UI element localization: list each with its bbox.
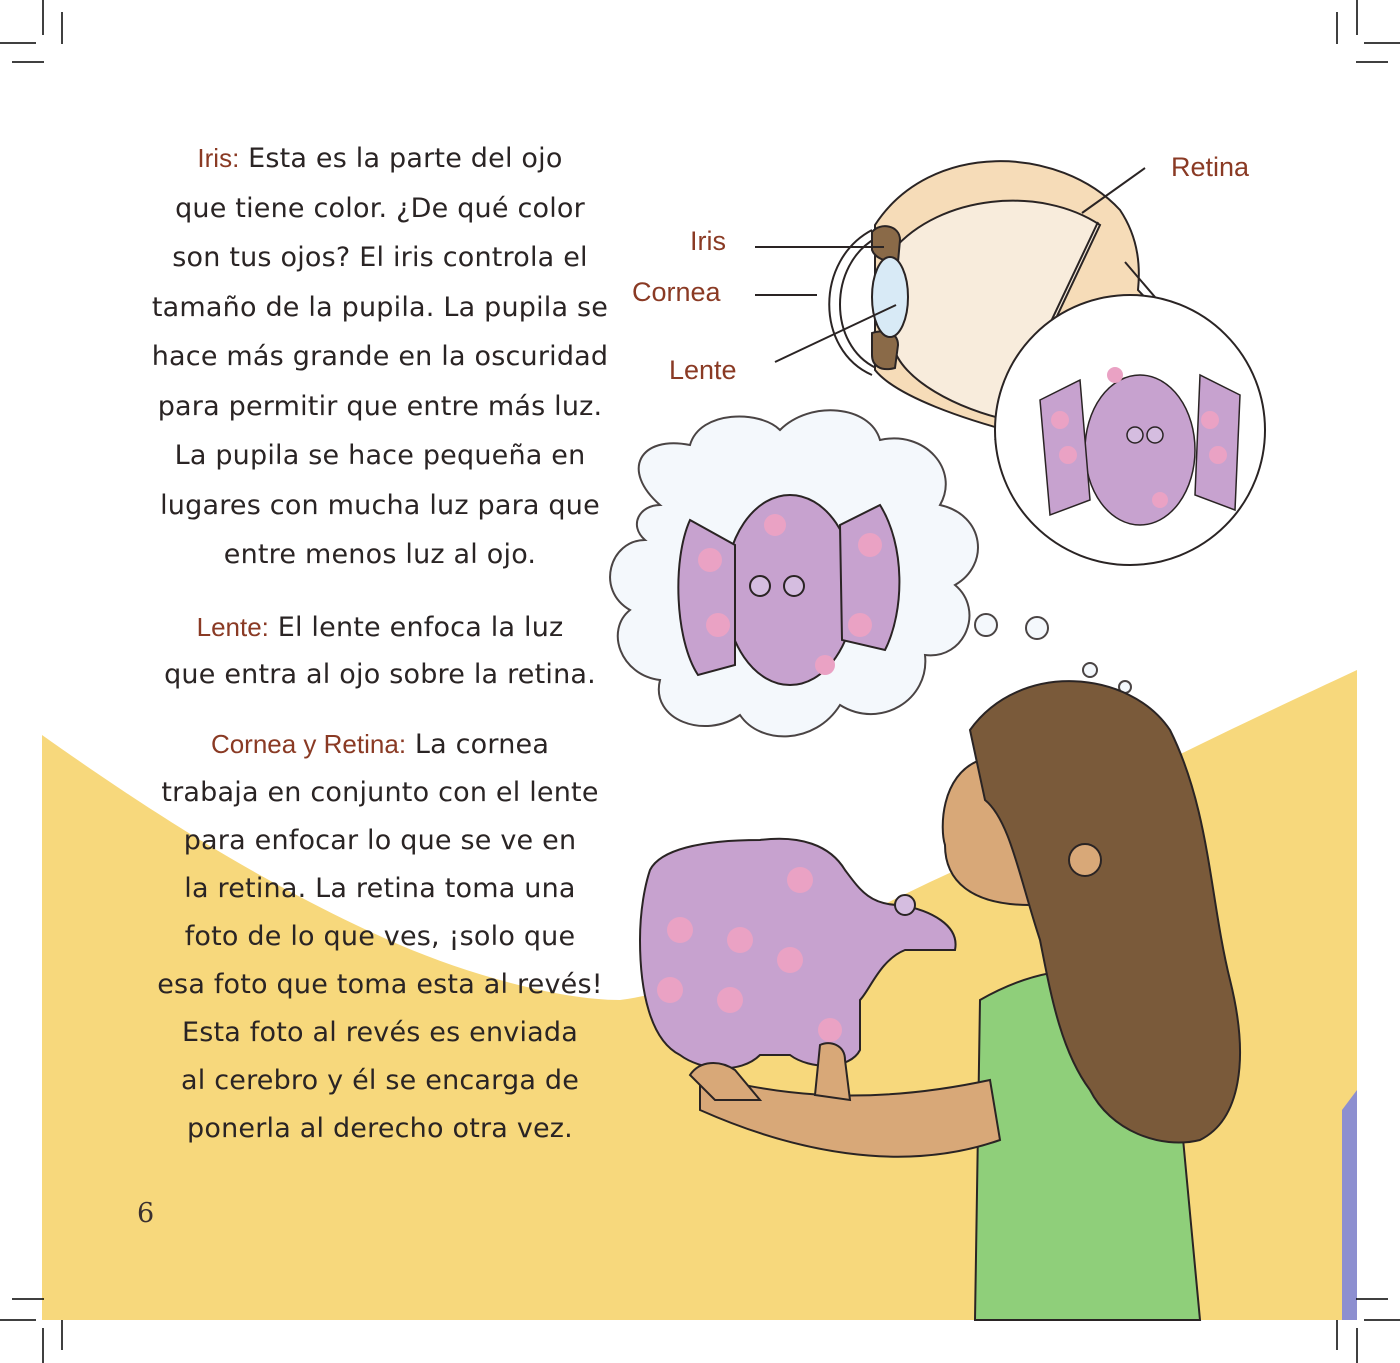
text-line: que tiene color. ¿De qué color — [175, 192, 585, 224]
text-line: Iris: Esta es la parte del ojo — [197, 143, 563, 174]
label-lente: Lente — [669, 355, 737, 385]
text-line: hace más grande en la oscuridad — [151, 341, 609, 372]
text-line: esa foto que toma esta al revés! — [157, 969, 603, 1000]
text-line: foto de lo que ves, ¡solo que — [184, 921, 576, 952]
text-line: para enfocar lo que se ve en — [183, 825, 577, 856]
page-number: 6 — [137, 1198, 155, 1229]
label-cornea: Cornea — [632, 277, 721, 307]
text-line: la retina. La retina toma una — [184, 873, 576, 904]
label-retina: Retina — [1171, 152, 1250, 182]
text-line: Lente: El lente enfoca la luz — [196, 612, 564, 643]
text-line: tamaño de la pupila. La pupila se — [151, 291, 609, 323]
text-line: trabaja en conjunto con el lente — [161, 777, 599, 808]
label-iris: Iris — [690, 226, 726, 256]
paragraph-lente — [130, 604, 630, 698]
text-line: son tus ojos? El iris controla el — [172, 242, 588, 273]
edge-strip — [1342, 1090, 1357, 1320]
text-line: La pupila se hace pequeña en — [174, 440, 586, 471]
text-line: para permitir que entre más luz. — [157, 390, 603, 422]
term-lente: Lente: — [196, 612, 269, 642]
text-line: entre menos luz al ojo. — [223, 539, 537, 570]
term-iris: Iris: — [197, 143, 240, 173]
text-line: Cornea y Retina: La cornea — [210, 729, 550, 760]
text-line: lugares con mucha luz para que — [160, 489, 600, 521]
text-line: al cerebro y él se encarga de — [180, 1065, 580, 1096]
paragraph-iris — [130, 134, 630, 580]
text-line: Esta foto al revés es enviada — [181, 1017, 579, 1048]
paragraph-cornea-retina — [130, 720, 630, 1153]
text-line: ponerla al derecho otra vez. — [187, 1113, 573, 1144]
term-cornea-retina: Cornea y Retina: — [210, 729, 407, 759]
text-line: que entra al ojo sobre la retina. — [164, 659, 596, 690]
